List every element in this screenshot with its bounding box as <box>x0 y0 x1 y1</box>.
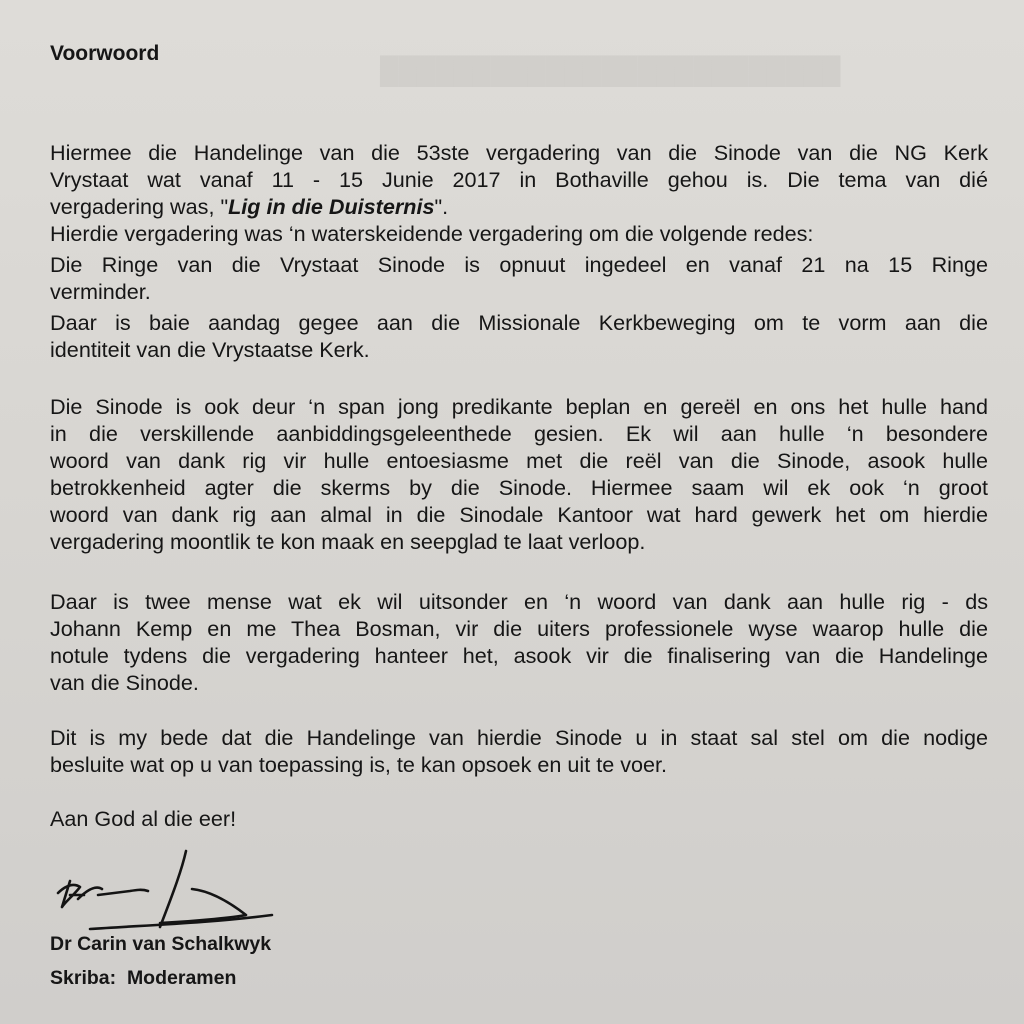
text-line: Daar is baie aandag gegee aan die Missionale Kerkbeweging om te vorm aan die <box>50 310 988 335</box>
page-title: Voorwoord <box>50 42 160 65</box>
text-line: Aan God al die eer! <box>50 806 237 831</box>
text-line: Dit is my bede dat die Handelinge van hierdie Sinode u in staat sal stel om die nodige <box>50 725 988 750</box>
text-line: Hierdie vergadering was ‘n waterskeidende vergadering om die volgende redes: <box>50 221 814 246</box>
text-line: verminder. <box>50 279 151 304</box>
text-line: woord van dank rig vir hulle entoesiasme met die reël van die Sinode, asook hulle <box>50 448 988 473</box>
text-line: van die Sinode. <box>50 670 199 695</box>
text-line: betrokkenheid agter die skerms by die Sinode. Hiermee saam wil ek ook ‘n groot <box>50 475 988 500</box>
paragraph-intro <box>50 139 988 220</box>
theme-title: Lig in die Duisternis <box>228 194 435 219</box>
text-line: Die Ringe van die Vrystaat Sinode is opnuut ingedeel en vanaf 21 na 15 Ringe <box>50 252 988 277</box>
text-line: woord van dank rig aan almal in die Sinodale Kantoor wat hard gewerk het om hierdie <box>50 502 988 527</box>
text-line: Die Sinode is ook deur ‘n span jong predikante beplan en gereël en ons het hulle hand <box>50 394 988 419</box>
text-line: Hiermee die Handelinge van die 53ste vergadering van die Sinode van die NG Kerk <box>50 140 988 165</box>
text-line: besluite wat op u van toepassing is, te kan opsoek en uit te voer. <box>50 752 668 777</box>
text-line: Johann Kemp en me Thea Bosman, vir die uiters professionele wyse waarop hulle die <box>50 616 988 641</box>
text-line: Daar is twee mense wat ek wil uitsonder en ‘n woord van dank aan hulle rig - ds <box>50 589 988 614</box>
text-line: vergadering moontlik te kon maak en seepglad te laat verloop. <box>50 529 646 554</box>
theme-suffix: ". <box>434 194 449 219</box>
paragraph-closing <box>50 805 988 832</box>
text-line: Vrystaat wat vanaf 11 - 15 Junie 2017 in Bothaville gehou is. Die tema van dié <box>50 167 988 192</box>
document-page <box>50 0 988 1024</box>
paragraph-thanks-individuals <box>50 588 988 696</box>
paragraph-prayer <box>50 724 988 778</box>
paragraph-thanks-team <box>50 393 988 555</box>
signer-title: Skriba: Moderamen <box>50 967 237 989</box>
signer-name: Dr Carin van Schalkwyk <box>50 933 272 955</box>
bleed-through-text: █████████████████████████ <box>380 55 841 85</box>
signature-icon <box>40 845 300 935</box>
text-line: in die verskillende aanbiddingsgeleenthede gesien. Ek wil aan hulle ‘n besondere <box>50 421 988 446</box>
paragraph-reasons <box>50 220 988 363</box>
text-line: identiteit van die Vrystaatse Kerk. <box>50 337 370 362</box>
text-line: notule tydens die vergadering hanteer het, asook vir die finalisering van die Handelinge <box>50 643 988 668</box>
text-line-theme <box>50 193 988 220</box>
theme-prefix: vergadering was, " <box>50 194 229 219</box>
